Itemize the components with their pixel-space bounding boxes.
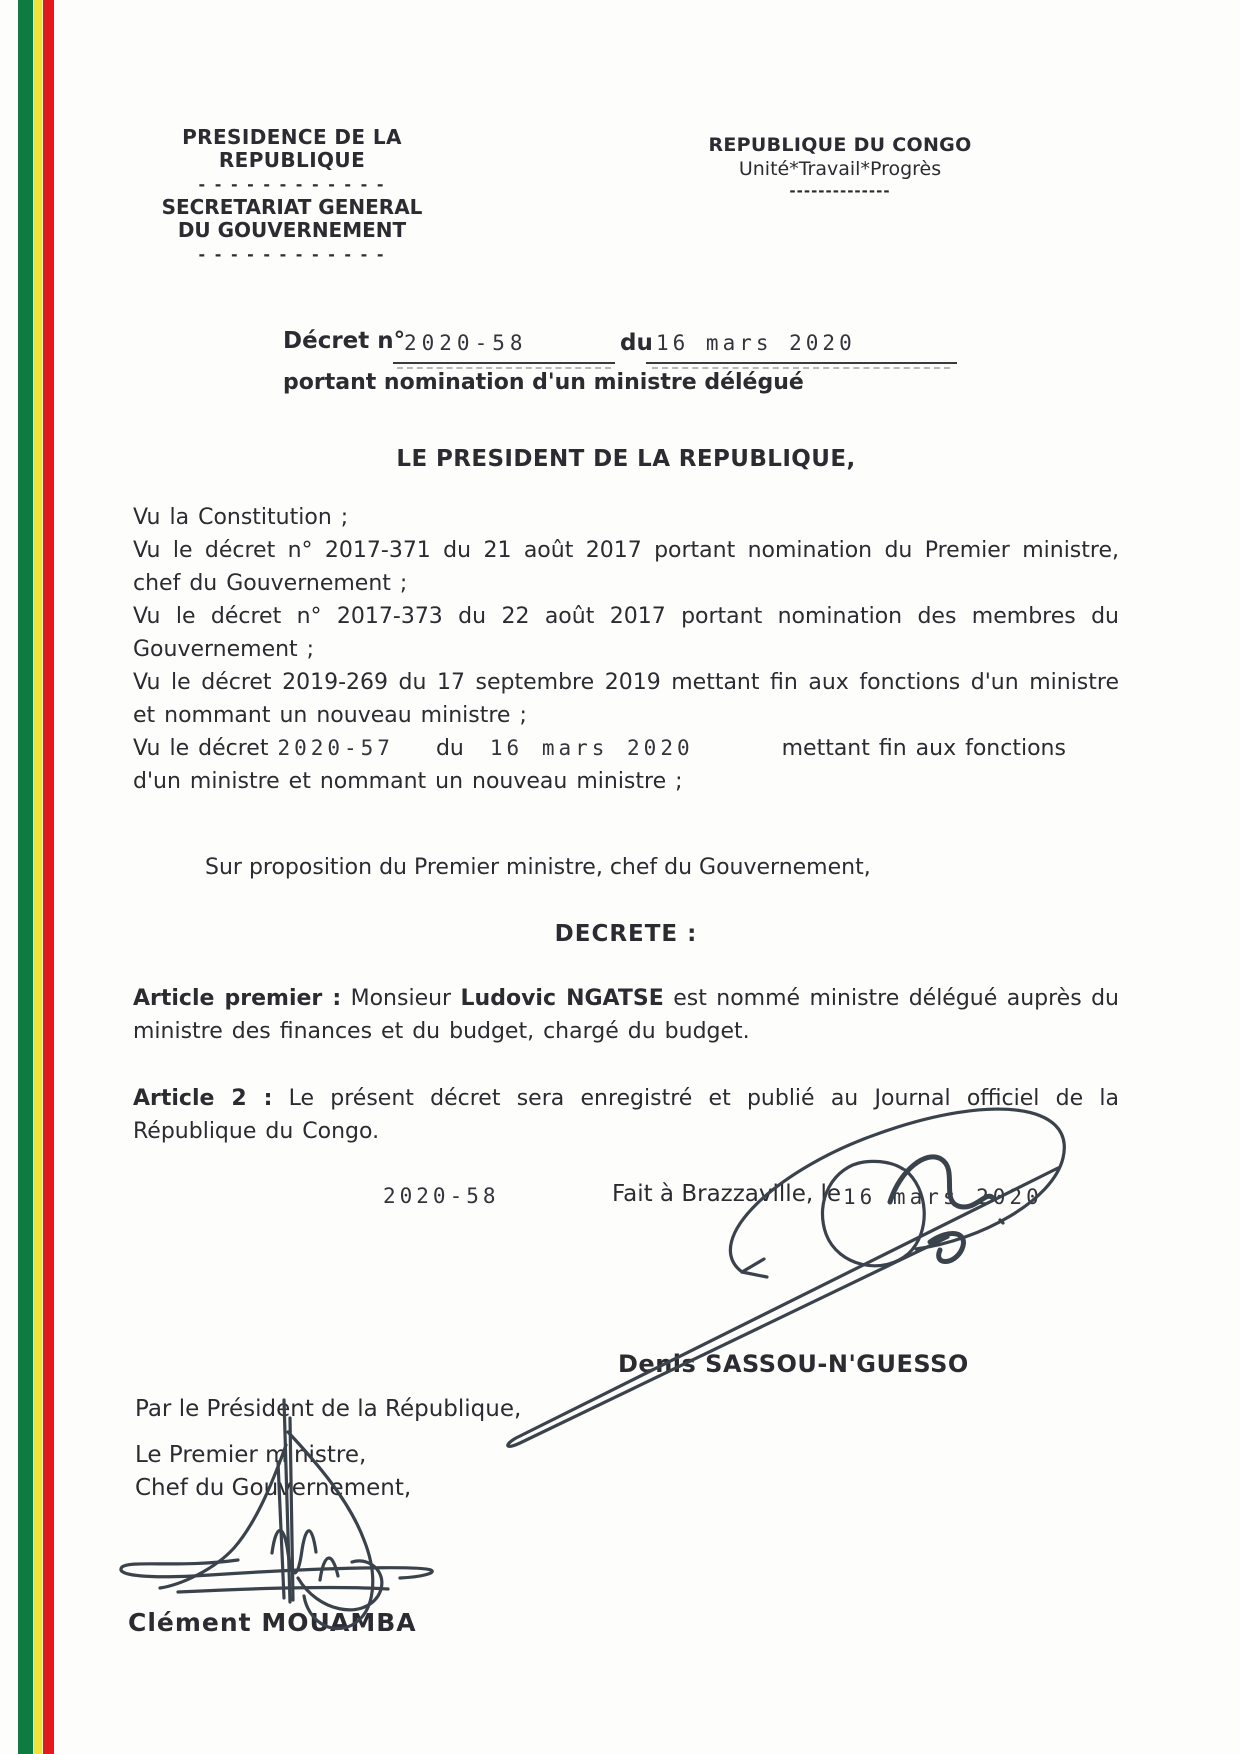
typed-gap xyxy=(464,754,490,755)
letterhead-left xyxy=(118,126,466,267)
letterhead-divider: - - - - - - - - - - - - xyxy=(198,175,386,194)
clause57-du: du xyxy=(435,736,464,761)
clause57-prefix: Vu le décret xyxy=(133,736,269,761)
decree-subject: portant nomination d'un ministre délégué xyxy=(283,370,804,395)
place-date-value: 16 mars 2020 xyxy=(843,1185,1043,1209)
letterhead-secretariat: SECRETARIAT GENERAL xyxy=(161,195,423,220)
decree-number-underline-echo xyxy=(397,366,611,369)
flag-stripe-green xyxy=(18,0,34,1754)
article-2-label: Article 2 : xyxy=(133,1086,273,1111)
place-date-line: Fait à Brazzaville, le xyxy=(612,1181,842,1207)
flag-stripe xyxy=(18,0,54,1754)
decree-number-underline xyxy=(393,362,615,364)
decree-number-label: Décret n° xyxy=(283,328,406,354)
article-premier-post: est nommé ministre délégué auprès du ministre des finances et du budget, chargé du budget. xyxy=(133,986,1119,1044)
clause57-number: 2020-57 xyxy=(277,736,394,760)
vu-clause-constitution: Vu la Constitution ; xyxy=(133,505,349,530)
article-premier-pre: Monsieur xyxy=(341,986,461,1011)
vu-clauses xyxy=(133,501,1119,798)
decree-date-underline xyxy=(646,362,957,364)
typed-gap xyxy=(694,754,782,755)
pm-title-2: Chef du Gouvernement, xyxy=(135,1475,412,1501)
vu-clause-2020-57 xyxy=(133,732,1119,798)
typed-gap xyxy=(394,754,436,755)
letterhead-presidence: PRESIDENCE DE LA REPUBLIQUE xyxy=(182,125,402,172)
pm-name: Clément MOUAMBA xyxy=(128,1608,417,1637)
decree-date-value: 16 mars 2020 xyxy=(656,331,856,355)
article-2 xyxy=(133,1082,1119,1148)
proposition-text: Sur proposition du Premier ministre, chef du Gouvernement, xyxy=(205,855,871,880)
letterhead-gouvernement: DU GOUVERNEMENT xyxy=(177,218,407,243)
vu-clause-2017-373: Vu le décret n° 2017-373 du 22 août 2017 portant nomination des membres du Gouvernement ; xyxy=(133,604,1119,662)
letterhead-devise: Unité*Travail*Progrès xyxy=(738,157,942,180)
president-signature-icon xyxy=(508,1109,1065,1446)
decree-number-value: 2020-58 xyxy=(404,331,528,355)
article-premier-name: Ludovic NGATSE xyxy=(460,986,664,1011)
document-title: LE PRESIDENT DE LA REPUBLIQUE, xyxy=(396,446,856,472)
pm-signature-icon xyxy=(121,1400,432,1629)
article-premier-label: Article premier : xyxy=(133,986,342,1011)
countersign-intro: Par le Président de la République, xyxy=(135,1396,522,1422)
flag-stripe-red xyxy=(43,0,54,1754)
vu-clause-2017-371: Vu le décret n° 2017-371 du 21 août 2017 portant nomination du Premier ministre, chef du Gouvernement ; xyxy=(133,538,1119,596)
footer-ref-number: 2020-58 xyxy=(383,1184,500,1208)
pm-title-1: Le Premier ministre, xyxy=(135,1442,367,1468)
clause57-date: 16 mars 2020 xyxy=(489,736,694,760)
clause57-suffix: mettant fin aux fonctions d'un ministre et nommant un nouveau ministre ; xyxy=(133,736,1066,794)
president-name: Denis SASSOU-N'GUESSO xyxy=(618,1350,969,1378)
decree-date-underline-echo xyxy=(652,366,950,369)
proposition-line xyxy=(133,855,1119,880)
letterhead-right xyxy=(695,134,985,200)
vu-clause-2019-269: Vu le décret 2019-269 du 17 septembre 2019 mettant fin aux fonctions d'un ministre et nommant un nouveau ministre ; xyxy=(133,670,1119,728)
letterhead-republique: REPUBLIQUE DU CONGO xyxy=(708,134,972,156)
letterhead-divider: -------------- xyxy=(789,181,891,200)
decree-du-label: du xyxy=(620,330,653,356)
letterhead-divider: - - - - - - - - - - - - xyxy=(198,245,386,265)
article-premier xyxy=(133,982,1119,1048)
article-2-text: Le présent décret sera enregistré et publié au Journal officiel de la République du Congo. xyxy=(133,1086,1119,1144)
decrete-heading: DECRETE : xyxy=(554,921,698,947)
flag-stripe-yellow xyxy=(34,0,44,1754)
